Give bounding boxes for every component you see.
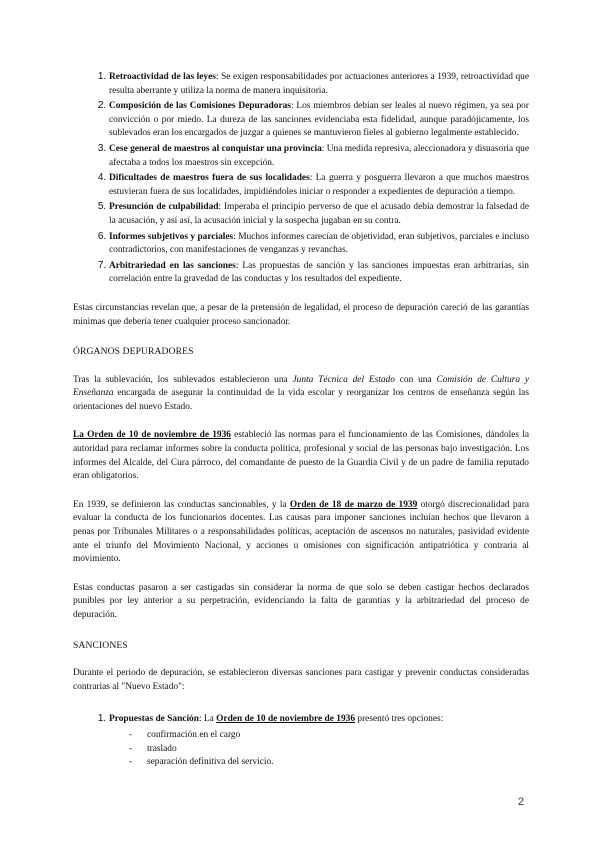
text-span: con una bbox=[394, 374, 437, 385]
paragraph-circunstancias: Estas circunstancias revelan que, a pesar de la pretensión de legalidad, el proceso de depuración careció de las garantías mínimas que debería tener cualquier proceso sancionador. bbox=[73, 302, 529, 327]
criteria-item-6 bbox=[109, 230, 529, 258]
sanction-option bbox=[129, 756, 529, 770]
section-heading-sanciones: SANCIONES bbox=[73, 639, 128, 651]
paragraph-orden-1936 bbox=[73, 429, 529, 483]
sanction-option-label: confirmación en el cargo bbox=[147, 729, 241, 740]
dash-bullet: - bbox=[129, 757, 133, 768]
criteria-text: : La guerra y posguerra llevaron a que muchos maestros estuvieran fuera de sus localidades, impidiéndoles iniciar o responder a expedientes de depuración a tiempo. bbox=[109, 173, 529, 197]
text-span: encargada de asegurar la continuidad de la vida escolar y reorganizar los centros de enseñanza según las orientaciones del nuevo Estado. bbox=[73, 388, 529, 412]
law-reference-orden-1936: La Orden de 10 de noviembre de 1936 bbox=[73, 430, 231, 441]
criteria-title: Presunción de culpabilidad bbox=[109, 202, 219, 213]
sanctions-list bbox=[73, 712, 529, 769]
criteria-item-5 bbox=[109, 200, 529, 228]
law-reference-orden-1936: Orden de 10 de noviembre de 1936 bbox=[216, 714, 356, 725]
criteria-text: : Se exigen responsabilidades por actuaciones anteriores a 1939, retroactividad que resulta aberrante y utiliza la norma de manera inquisitoria. bbox=[109, 72, 529, 96]
criteria-title: Composición de las Comisiones Depuradoras bbox=[109, 101, 291, 112]
criteria-item-2 bbox=[109, 99, 529, 141]
criteria-title: Informes subjetivos y parciales bbox=[109, 231, 234, 242]
text-span: En 1939, se definieron las conductas sancionables, y la bbox=[73, 499, 290, 510]
criteria-item-4 bbox=[109, 171, 529, 199]
text-span: estableció las normas para el funcionamiento de las Comisiones, dándoles la autoridad para reclamar informes sobre la conducta política, profesional y social de las personas bajo investigación. Los informes del Alcalde, del Cura párroco, del comandante de puesto de la Guardia Civil y de un padre de familia reputado eran obligatorios. bbox=[73, 430, 530, 482]
criteria-title: Dificultades de maestros fuera de sus localidades bbox=[109, 173, 310, 184]
criteria-item-7 bbox=[109, 259, 529, 287]
sanction-option-label: separación definitiva del servicio. bbox=[147, 757, 274, 768]
criteria-text: : Una medida represiva, aleccionadora y disuasoria que afectaba a todos los maestros sin excepción. bbox=[109, 143, 529, 168]
text-span: Tras la sublevación, los sublevados establecieron una bbox=[73, 374, 293, 385]
criteria-text: : Muchos informes carecían de objetividad, eran subjetivos, parciales e incluso contradictorios, con manifestaciones de venganzas y revanchas. bbox=[109, 231, 530, 256]
criteria-text: : Imperaba el principio perverso de que el acusado debía demostrar la falsedad de la acusación, y así así, la acusación inicial y la sospecha jugaban en su contra. bbox=[109, 202, 529, 226]
paragraph-conductas: Estas conductas pasaron a ser castigadas sin considerar la norma de que solo se deben castigar hechos declarados punibles por ley anterior a su perpetración, evidenciando la falta de garantías y la arbitrariedad del proceso de depuración. bbox=[73, 582, 529, 620]
page-content bbox=[73, 70, 529, 770]
criteria-title: Arbitrariedad en las sanciones bbox=[109, 260, 236, 271]
text-span: : La bbox=[198, 714, 217, 725]
sanctions-title: Propuestas de Sanción bbox=[109, 714, 199, 725]
emphasis-comision: Comisión de Cultura y Enseñanza bbox=[73, 374, 529, 399]
law-reference-orden-1939: Orden de 18 de marzo de 1939 bbox=[289, 499, 418, 510]
paragraph-periodo: Durante el periodo de depuración, se establecieron diversas sanciones para castigar y prevenir conductas consideradas contrarias al "Nuevo Estado": bbox=[73, 668, 529, 692]
criteria-list bbox=[73, 70, 529, 287]
criteria-text: : Los miembros debían ser leales al nuevo régimen, ya sea por convicción o por miedo. La dureza de las sanciones evidenciaba esta fidelidad, aunque paradójicamente, los sublevados eran los encargados de juzgar a quienes se mantuvieron fieles al gobierno legalmente establecido. bbox=[109, 101, 529, 139]
criteria-item-3 bbox=[109, 142, 529, 170]
criteria-title: Cese general de maestros al conquistar una provincia bbox=[109, 143, 322, 154]
criteria-text: : Las propuestas de sanción y las sanciones impuestas eran arbitrarias, sin correlación entre la gravedad de las conductas y los resultados del expediente. bbox=[109, 260, 529, 285]
text-span: otorgó discrecionalidad para evaluar la conducta de los funcionarios docentes. Las causas para imponer sanciones incluían hechos que llevaron a penas por Tribunales Militares o a responsabilidades políticas, aceptación de ascensos no naturales, pasividad evidente ante el triunfo del Movimiento Nacional, y acciones u omisiones con significación antipatriótica y contraria al movimiento. bbox=[73, 499, 529, 565]
sanction-option bbox=[129, 743, 529, 757]
page-number: 2 bbox=[518, 796, 525, 808]
sanctions-item-1 bbox=[109, 712, 529, 769]
text-span: presentó tres opciones: bbox=[355, 714, 444, 725]
emphasis-junta: Junta Técnica del Estado bbox=[292, 374, 395, 385]
paragraph-1939 bbox=[73, 499, 529, 567]
section-heading-organos: ÓRGANOS DEPURADORES bbox=[73, 346, 194, 358]
criteria-item-1 bbox=[109, 70, 529, 98]
paragraph-sublevacion bbox=[73, 374, 529, 415]
dash-bullet: - bbox=[129, 729, 133, 740]
criteria-title: Retroactividad de las leyes bbox=[109, 72, 216, 82]
sanction-option bbox=[129, 729, 529, 743]
dash-bullet: - bbox=[129, 743, 133, 754]
sanction-option-label: traslado bbox=[147, 743, 177, 754]
sanction-options-list bbox=[109, 729, 529, 770]
